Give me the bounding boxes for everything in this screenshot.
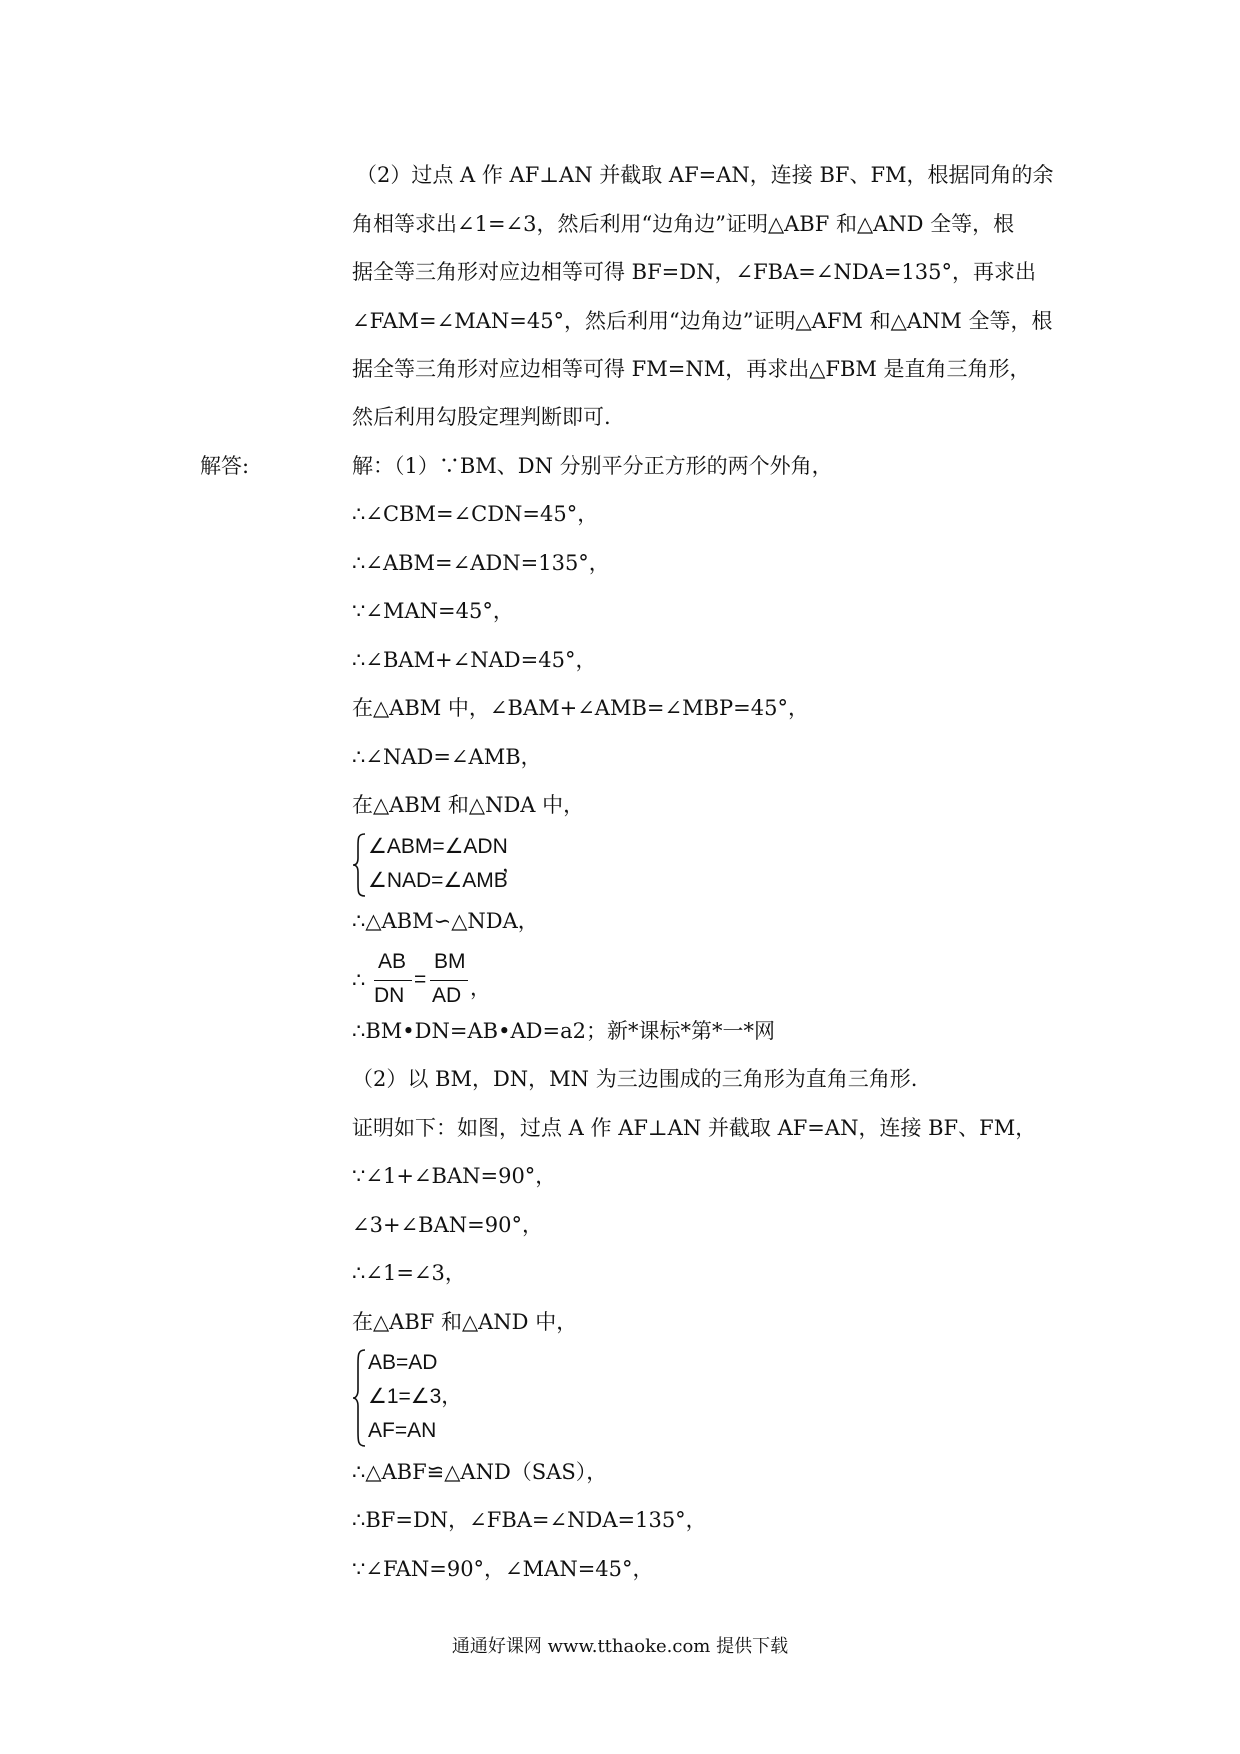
solution-line-19: ∵∠FAN=90°，∠MAN=45°， bbox=[352, 1557, 654, 1581]
solution-line-5: ∴∠BAM+∠NAD=45°， bbox=[352, 648, 597, 672]
solution-line-12: 证明如下：如图，过点 A 作 AF⊥AN 并截取 AF=AN，连接 BF、FM， bbox=[352, 1116, 1037, 1140]
solution-line-10: ∴BM•DN=AB•AD=a2；新*课标*第*一*网 bbox=[352, 1019, 775, 1043]
system1-row-2: ∠NAD=∠AMB bbox=[368, 869, 508, 892]
solution-line-3: ∴∠ABM=∠ADN=135°， bbox=[352, 551, 610, 575]
equation-system-1 bbox=[352, 832, 552, 902]
fraction-left-denominator: DN bbox=[374, 984, 405, 1007]
solution-line-15: ∴∠1=∠3， bbox=[352, 1261, 466, 1285]
analysis-line-6: 然后利用勾股定理判断即可. bbox=[352, 405, 611, 429]
solution-line-1: 解：（1）∵BM、DN 分别平分正方形的两个外角， bbox=[352, 454, 833, 478]
solution-line-4: ∵∠MAN=45°， bbox=[352, 599, 514, 623]
system2-row-3: AF=AN bbox=[368, 1419, 437, 1442]
fraction-equals: = bbox=[414, 968, 427, 991]
solution-line-9: ∴△ABM∽△NDA， bbox=[352, 909, 539, 933]
analysis-line-5: 据全等三角形对应边相等可得 FM=NM，再求出△FBM 是直角三角形， bbox=[352, 357, 1031, 381]
system1-row-1: ∠ABM=∠ADN bbox=[368, 835, 508, 858]
analysis-line-4: ∠FAM=∠MAN=45°，然后利用“边角边”证明△AFM 和△ANM 全等，根 bbox=[352, 309, 1053, 333]
fraction-right-denominator: AD bbox=[432, 984, 462, 1007]
solution-line-14: ∠3+∠BAN=90°， bbox=[352, 1213, 543, 1237]
fraction-right-bar bbox=[430, 980, 468, 981]
solution-line-2: ∴∠CBM=∠CDN=45°， bbox=[352, 502, 599, 526]
solution-line-17: ∴△ABF≌△AND（SAS）， bbox=[352, 1460, 608, 1484]
fraction-right-numerator: BM bbox=[434, 950, 466, 973]
page-footer: 通通好课网 www.tthaoke.com 提供下载 bbox=[451, 1636, 789, 1657]
system1-trail: ， bbox=[502, 853, 523, 876]
solution-line-18: ∴BF=DN，∠FBA=∠NDA=135°， bbox=[352, 1508, 707, 1532]
solution-line-16: 在△ABF 和△AND 中， bbox=[352, 1310, 578, 1334]
left-brace bbox=[352, 1348, 368, 1448]
analysis-line-3: 据全等三角形对应边相等可得 BF=DN，∠FBA=∠NDA=135°，再求出 bbox=[352, 260, 1036, 284]
fraction-trail: ， bbox=[470, 977, 491, 1000]
solution-line-6: 在△ABM 中，∠BAM+∠AMB=∠MBP=45°， bbox=[352, 696, 809, 720]
solution-line-11: （2）以 BM，DN，MN 为三边围成的三角形为直角三角形. bbox=[352, 1067, 918, 1091]
system2-row-1: AB=AD bbox=[368, 1351, 438, 1374]
solution-line-7: ∴∠NAD=∠AMB， bbox=[352, 745, 542, 769]
equation-system-2 bbox=[352, 1348, 552, 1448]
solution-line-8: 在△ABM 和△NDA 中， bbox=[352, 793, 585, 817]
therefore-symbol: ∴ bbox=[352, 969, 366, 992]
solution-label: 解答: bbox=[200, 454, 250, 478]
analysis-line-1: （2）过点 A 作 AF⊥AN 并截取 AF=AN，连接 BF、FM，根据同角的余 bbox=[356, 163, 1054, 187]
system2-row-2: ∠1=∠3， bbox=[368, 1385, 463, 1408]
analysis-line-2: 角相等求出∠1=∠3，然后利用“边角边”证明△ABF 和△AND 全等，根 bbox=[352, 212, 1015, 236]
left-brace bbox=[352, 832, 368, 898]
fraction-left-bar bbox=[374, 980, 412, 981]
fraction-left-numerator: AB bbox=[378, 950, 407, 973]
solution-line-13: ∵∠1+∠BAN=90°， bbox=[352, 1164, 557, 1188]
